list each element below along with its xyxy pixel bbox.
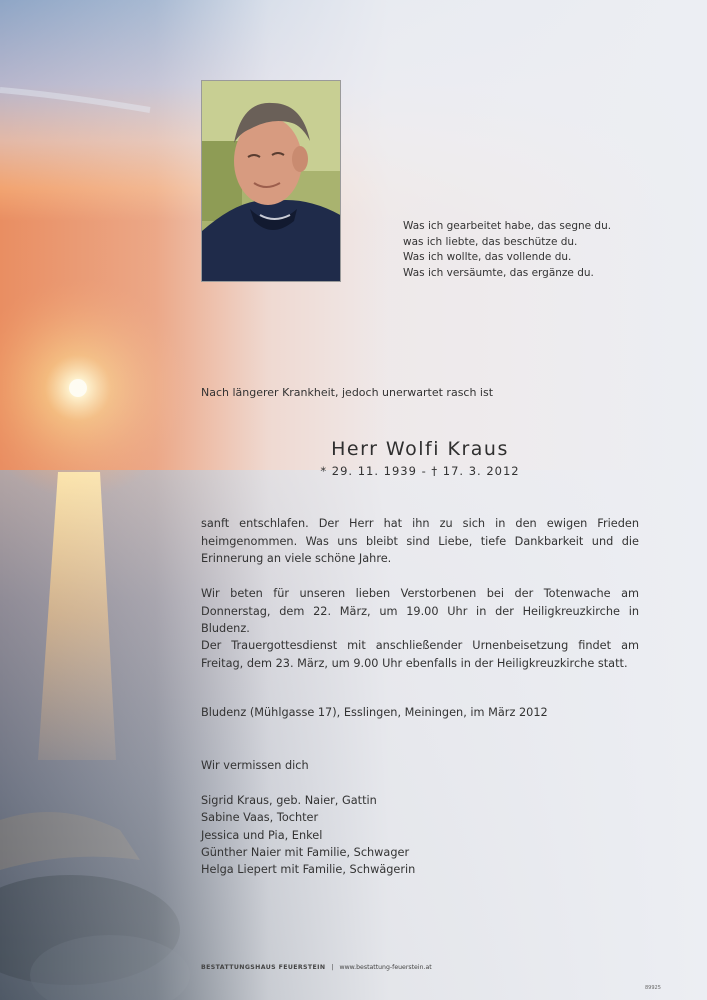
- footer: [201, 964, 432, 971]
- mourner: Helga Liepert mit Familie, Schwägerin: [201, 863, 416, 877]
- footer-website[interactable]: www.bestattung-feuerstein.at: [339, 964, 432, 971]
- mourner: Jessica und Pia, Enkel: [201, 828, 323, 842]
- poem-line: Was ich gearbeitet habe, das segne du.: [403, 220, 612, 232]
- place-date: Bludenz (Mühlgasse 17), Esslingen, Meiningen, im März 2012: [201, 706, 548, 719]
- mourner: Sigrid Kraus, geb. Naier, Gattin: [201, 794, 377, 807]
- poem-line: Was ich versäumte, das ergänze du.: [403, 266, 594, 279]
- intro-text: Nach längerer Krankheit, jedoch unerwartet rasch ist: [201, 386, 494, 399]
- paragraph-wake: Wir beten für unseren lieben Verstorbenen bei der Totenwache am Donnerstag, dem 22. März, um 19.00 Uhr in der Heiligkreuzkirche in Bludenz.: [201, 587, 639, 635]
- poem: [403, 219, 611, 281]
- paragraph-passing: sanft entschlafen. Der Herr hat ihn zu sich in den ewigen Frieden heimgenommen. Was uns bleibt sind Liebe, tiefe Dankbarkeit und die Erinnerung an viele schöne Jahre.: [201, 517, 639, 565]
- mourners-heading: Wir vermissen dich: [201, 759, 309, 772]
- deceased-name: Herr Wolfi Kraus: [331, 438, 509, 460]
- document-code: 89925: [645, 985, 661, 991]
- paragraph-funeral: Der Trauergottesdienst mit anschließender Urnenbeisetzung findet am Freitag, dem 23. März, um 9.00 Uhr ebenfalls in der Heiligkreuzkirche statt.: [201, 639, 639, 670]
- poem-line: was ich liebte, das beschütze du.: [403, 235, 578, 248]
- mourners-list: [201, 792, 415, 878]
- portrait-photo: [201, 80, 341, 282]
- life-dates: * 29. 11. 1939 - † 17. 3. 2012: [320, 464, 520, 478]
- mourner: Günther Naier mit Familie, Schwager: [201, 845, 410, 859]
- poem-line: Was ich wollte, das vollende du.: [403, 251, 572, 263]
- footer-separator: |: [331, 964, 334, 971]
- mourner: Sabine Vaas, Tochter: [201, 811, 319, 825]
- footer-firm: BESTATTUNGSHAUS FEUERSTEIN: [201, 964, 326, 971]
